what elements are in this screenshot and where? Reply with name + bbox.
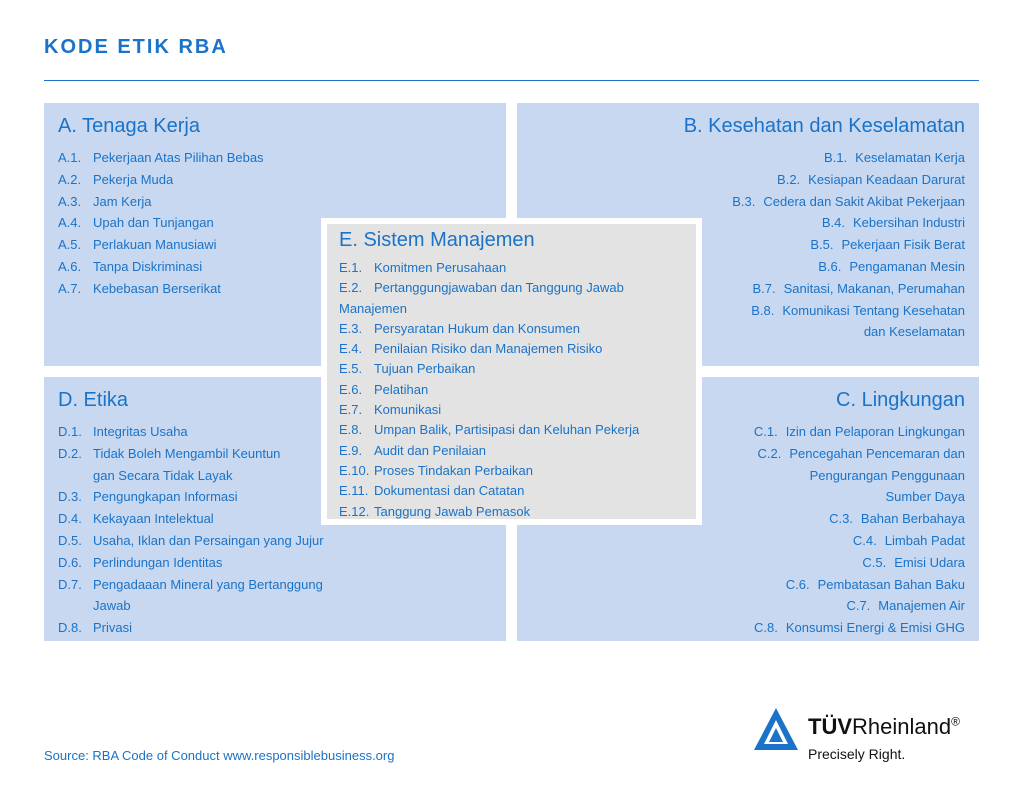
item-text: Komunikasi Tentang Kesehatan: [782, 302, 965, 318]
section-heading: E. Sistem Manajemen: [339, 229, 535, 251]
list-item: [339, 400, 639, 420]
item-number: D.1.: [58, 424, 82, 439]
item-number: C.5.: [862, 554, 887, 570]
list-item: [732, 169, 965, 191]
section-heading: B. Kesehatan dan Keselamatan: [683, 115, 965, 137]
brand-rest: Rheinland: [852, 714, 952, 739]
list-item: [754, 443, 965, 465]
item-text: Dokumentasi dan Catatan: [374, 483, 525, 499]
item-number: A.5.: [58, 237, 82, 253]
item-text: Kebersihan Industri: [852, 215, 965, 231]
item-number: B.8.: [751, 302, 775, 318]
item-number: B.5.: [810, 237, 834, 253]
item-text: Izin dan Pelaporan Lingkungan: [785, 424, 965, 439]
section-list: [732, 147, 965, 343]
item-text: Limbah Padat: [884, 532, 965, 548]
list-item: [58, 552, 324, 574]
item-number: C.8.: [753, 620, 778, 636]
list-item: [339, 420, 639, 440]
item-number: D.3.: [58, 489, 82, 505]
section-heading: D. Etika: [58, 389, 129, 411]
item-text: Jam Kerja: [93, 193, 152, 209]
item-number: B.6.: [818, 258, 842, 274]
list-item: [754, 552, 965, 574]
item-text: Pembatasan Bahan Baku: [817, 576, 965, 592]
item-number: B.2.: [777, 171, 801, 187]
item-text: Konsumsi Energi & Emisi GHG: [785, 620, 965, 636]
section-list: [58, 421, 324, 639]
item-number: E.7.: [339, 402, 363, 418]
item-text: Cedera dan Sakit Akibat Pekerjaan: [763, 193, 965, 209]
item-number: E.10.: [339, 462, 370, 478]
section-list: [754, 421, 965, 639]
item-text: Integritas Usaha: [93, 424, 188, 439]
item-text: Pekerjaan Atas Pilihan Bebas: [93, 150, 264, 165]
item-text: Proses Tindakan Perbaikan: [374, 462, 533, 478]
list-item: [58, 443, 324, 465]
item-number: B.7.: [752, 280, 776, 296]
item-text: Emisi Udara: [894, 554, 965, 570]
list-item: [339, 481, 639, 501]
item-text: Perlindungan Identitas: [93, 554, 223, 570]
list-item: [754, 617, 965, 639]
item-number: E.6.: [339, 381, 363, 397]
list-item: [732, 300, 965, 322]
item-text: Pekerja Muda: [93, 171, 174, 187]
list-item: [339, 441, 639, 461]
list-item: [58, 508, 324, 530]
item-text: Privasi: [93, 620, 133, 636]
item-text-continued: Jawab: [93, 598, 131, 614]
list-item: [732, 256, 965, 278]
list-item: [754, 421, 965, 443]
item-text: Pelatihan: [374, 381, 429, 397]
item-text: Pekerjaan Fisik Berat: [841, 237, 965, 253]
item-number: A.6.: [58, 258, 82, 274]
page-title: KODE ETIK RBA: [44, 36, 228, 58]
list-item: [58, 278, 264, 300]
list-item: [58, 191, 264, 213]
list-item: [339, 339, 639, 359]
list-item: [58, 212, 264, 234]
list-item: [58, 486, 324, 508]
list-item: [58, 617, 324, 639]
item-number: E.9.: [339, 442, 363, 458]
list-item: [339, 380, 639, 400]
item-text: Pengamanan Mesin: [849, 258, 965, 274]
item-number: E.3.: [339, 320, 363, 336]
item-text: Perlakuan Manusiawi: [93, 237, 217, 253]
item-text: Pengadaaan Mineral yang Bertanggung: [93, 576, 323, 592]
item-number: D.8.: [58, 620, 82, 636]
triangle-logo-icon: [752, 706, 800, 754]
item-text: Komunikasi: [374, 402, 442, 418]
item-text: Tidak Boleh Mengambil Keuntun: [93, 445, 281, 461]
item-text: Pertanggungjawaban dan Tanggung Jawab: [374, 280, 624, 296]
item-number: D.2.: [58, 445, 82, 461]
item-text: Umpan Balik, Partisipasi dan Keluhan Pekerja: [374, 422, 640, 438]
item-number: D.7.: [58, 576, 82, 592]
item-number: A.1.: [58, 150, 82, 165]
item-number: B.4.: [821, 215, 845, 231]
list-item: [732, 212, 965, 234]
item-text-continued: Manajemen: [339, 300, 407, 316]
item-text: Bahan Berbahaya: [860, 511, 965, 527]
item-text: Tanpa Diskriminasi: [93, 258, 203, 274]
brand-tagline: Precisely Right.: [808, 746, 906, 762]
section-list: [339, 258, 639, 522]
list-item: [339, 258, 639, 278]
item-text-continued: Sumber Daya: [885, 489, 965, 505]
item-number: E.4.: [339, 341, 363, 357]
item-number: E.12.: [339, 503, 370, 519]
item-number: A.3.: [58, 193, 82, 209]
list-item: [754, 508, 965, 530]
list-item: [58, 147, 264, 169]
registered-mark: ®: [951, 714, 960, 729]
section-heading: C. Lingkungan: [836, 389, 965, 411]
center-box: [327, 224, 696, 519]
brand-name: [808, 714, 960, 740]
item-number: A.4.: [58, 215, 82, 231]
item-number: E.1.: [339, 260, 363, 275]
item-text: Pengungkapan Informasi: [93, 489, 238, 505]
list-item: [754, 530, 965, 552]
list-item: [58, 256, 264, 278]
item-number: B.3.: [732, 193, 756, 209]
item-number: E.11.: [339, 483, 369, 499]
item-number: E.8.: [339, 422, 363, 438]
item-number: E.2.: [339, 280, 363, 296]
item-text: Sanitasi, Makanan, Perumahan: [783, 280, 965, 296]
item-number: C.4.: [852, 532, 877, 548]
item-text-continued: gan Secara Tidak Layak: [93, 467, 233, 483]
section-list: [58, 147, 264, 300]
list-item: [732, 147, 965, 169]
item-text: Tanggung Jawab Pemasok: [374, 503, 531, 519]
item-text: Komitmen Perusahaan: [374, 260, 507, 275]
list-item: [58, 421, 324, 443]
list-item: [58, 169, 264, 191]
list-item: [754, 595, 965, 617]
item-text-continued: Pengurangan Penggunaan: [809, 467, 965, 483]
item-text: Audit dan Penilaian: [374, 442, 487, 458]
item-text: Persyaratan Hukum dan Konsumen: [374, 320, 580, 336]
item-number: A.2.: [58, 171, 82, 187]
item-text: Kebebasan Berserikat: [93, 280, 221, 296]
list-item: [732, 191, 965, 213]
item-text: Usaha, Iklan dan Persaingan yang Jujur: [93, 532, 324, 548]
item-number: C.6.: [785, 576, 810, 592]
item-text: Penilaian Risiko dan Manajemen Risiko: [374, 341, 603, 357]
tuv-rheinland-logo: [752, 704, 992, 774]
list-item: [58, 574, 324, 596]
item-number: C.1.: [753, 424, 778, 439]
item-number: D.4.: [58, 511, 82, 527]
item-number: B.1.: [824, 150, 848, 165]
item-text: Kekayaan Intelektual: [93, 511, 214, 527]
list-item: [58, 234, 264, 256]
list-item: [339, 461, 639, 481]
item-text: Kesiapan Keadaan Darurat: [808, 171, 965, 187]
item-text: Manajemen Air: [878, 598, 965, 614]
item-text: Upah dan Tunjangan: [93, 215, 214, 231]
item-text: Tujuan Perbaikan: [374, 361, 476, 377]
list-item: [339, 319, 639, 339]
brand-bold: TÜV: [808, 714, 852, 739]
list-item: [732, 278, 965, 300]
list-item: [339, 278, 639, 298]
source-note: Source: RBA Code of Conduct www.responsiblebusiness.org: [44, 748, 395, 763]
list-item: [339, 502, 639, 522]
list-item: [732, 234, 965, 256]
item-number: C.2.: [757, 445, 782, 461]
item-number: E.5.: [339, 361, 363, 377]
item-number: C.3.: [829, 511, 853, 527]
item-text: Pencegahan Pencemaran dan: [789, 445, 965, 461]
item-number: D.6.: [58, 554, 82, 570]
item-text: Keselamatan Kerja: [855, 150, 965, 165]
list-item: [58, 530, 324, 552]
section-sistem-manajemen: [321, 218, 702, 525]
list-item: [754, 574, 965, 596]
section-heading: A. Tenaga Kerja: [58, 115, 200, 137]
item-number: A.7.: [58, 280, 82, 296]
list-item: [339, 359, 639, 379]
item-text-continued: dan Keselamatan: [863, 324, 965, 340]
item-number: C.7.: [846, 598, 871, 614]
item-number: D.5.: [58, 532, 82, 548]
title-divider: [44, 80, 979, 81]
